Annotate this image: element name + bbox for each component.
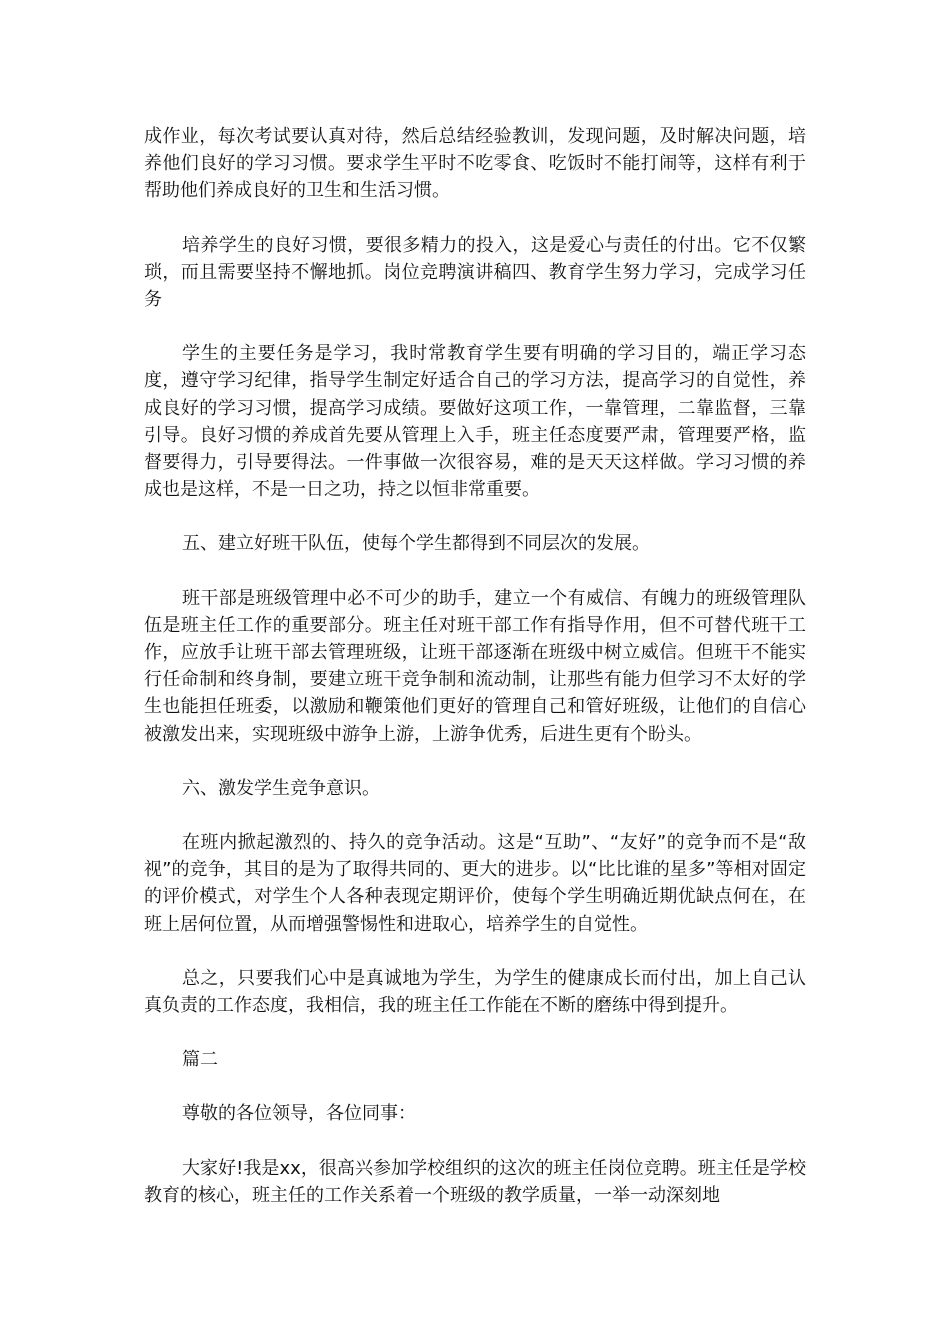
- paragraph-1: 成作业，每次考试要认真对待，然后总结经验教训，发现问题，及时解决问题，培养他们良好的学习习惯。要求学生平时不吃零食、吃饭时不能打闹等，这样有利于帮助他们养成良好的卫生和生活习惯。: [144, 126, 806, 202]
- paragraph-7: 在班内掀起激烈的、持久的竞争活动。这是“互助”、“友好”的竞争而不是“敌视”的竞争，其目的是为了取得共同的、更大的进步。以“比比谁的星多”等相对固定的评价模式，对学生个人各种表现定期评价，使每个学生明确近期优缺点何在，在班上居何位置，从而增强警惕性和进取心，培养学生的自觉性。: [144, 832, 806, 935]
- paragraph-5: 班干部是班级管理中必不可少的助手，建立一个有威信、有魄力的班级管理队伍是班主任工作的重要部分。班主任对班干部工作有指导作用，但不可替代班干工作，应放手让班干部去管理班级，让班干部逐渐在班级中树立威信。但班干不能实行任命制和终身制，要建立班干竞争制和流动制，让那些有能力但学习不太好的学生也能担任班委，以激励和鞭策他们更好的管理自己和管好班级，让他们的自信心被激发出来，实现班级中游争上游，上游争优秀，后进生更有个盼头。: [144, 587, 806, 745]
- chapter-heading: 篇二: [182, 1049, 218, 1071]
- paragraph-8: 总之，只要我们心中是真诚地为学生，为学生的健康成长而付出，加上自己认真负责的工作态度，我相信，我的班主任工作能在不断的磨练中得到提升。: [144, 967, 806, 1017]
- salutation: 尊敬的各位领导，各位同事：: [182, 1103, 416, 1125]
- document-page: [144, 123, 806, 1236]
- section-heading-6: 六、激发学生竞争意识。: [182, 777, 380, 799]
- paragraph-2: 培养学生的良好习惯，要很多精力的投入，这是爱心与责任的付出。它不仅繁琐，而且需要坚持不懈地抓。岗位竞聘演讲稿四、教育学生努力学习，完成学习任务: [144, 234, 806, 311]
- paragraph-11: 大家好!我是xx，很高兴参加学校组织的这次的班主任岗位竞聘。班主任是学校教育的核心，班主任的工作关系着一个班级的教学质量，一举一动深刻地: [144, 1157, 806, 1206]
- paragraph-3: 学生的主要任务是学习，我时常教育学生要有明确的学习目的，端正学习态度，遵守学习纪律，指导学生制定好适合自己的学习方法，提高学习的自觉性，养成良好的学习习惯，提高学习成绩。要做好这项工作，一靠管理，二靠监督，三靠引导。良好习惯的养成首先要从管理上入手，班主任态度要严肃，管理要严格，监督要得力，引导要得法。一件事做一次很容易，难的是天天这样做。学习习惯的养成也是这样，不是一日之功，持之以恒非常重要。: [144, 343, 806, 501]
- section-heading-5: 五、建立好班干队伍，使每个学生都得到不同层次的发展。: [182, 533, 650, 555]
